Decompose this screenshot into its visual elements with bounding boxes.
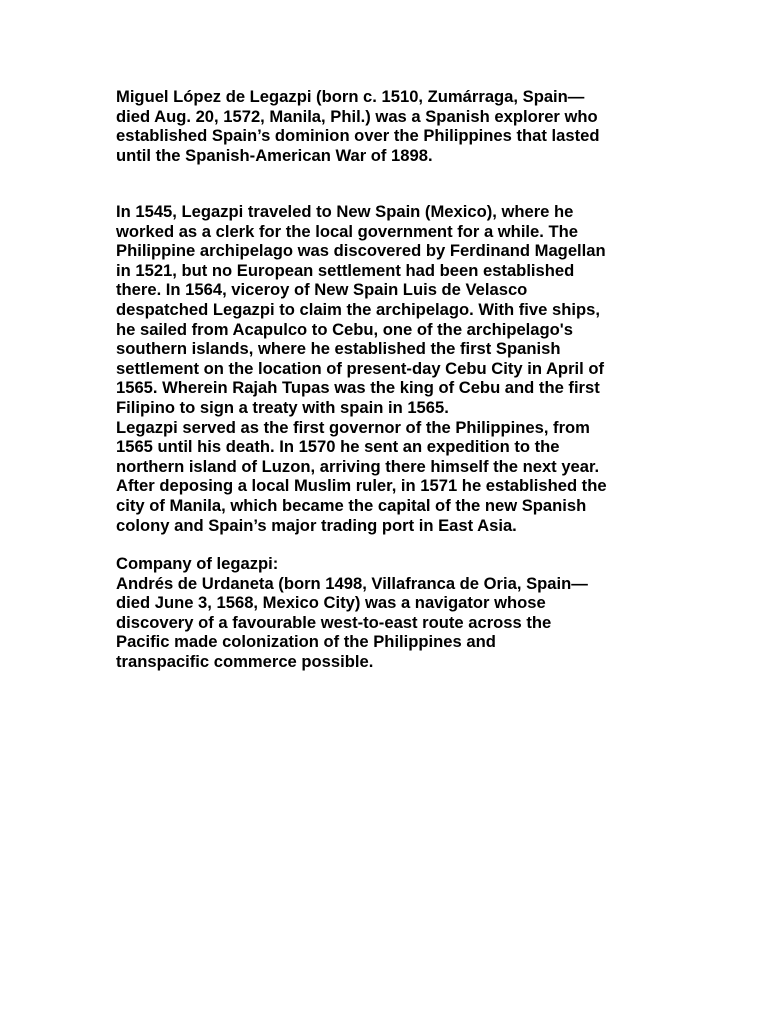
text-line: After deposing a local Muslim ruler, in 1571 he established the bbox=[116, 476, 607, 496]
text-line: colony and Spain’s major trading port in East Asia. bbox=[116, 515, 517, 535]
text-line: died June 3, 1568, Mexico City) was a navigator whose bbox=[116, 593, 546, 613]
text-line: there. In 1564, viceroy of New Spain Luis de Velasco bbox=[116, 280, 528, 300]
text-line: Andrés de Urdaneta (born 1498, Villafranca de Oria, Spain— bbox=[116, 573, 588, 593]
text-line: transpacific commerce possible. bbox=[116, 651, 374, 671]
text-line: In 1545, Legazpi traveled to New Spain (Mexico), where he bbox=[116, 202, 574, 221]
text-line: Pacific made colonization of the Philippines and bbox=[116, 632, 496, 652]
text-line: northern island of Luzon, arriving there himself the next year. bbox=[116, 456, 600, 476]
text-line: 1565. Wherein Rajah Tupas was the king of Cebu and the first bbox=[116, 378, 600, 398]
text-line: established Spain’s dominion over the Philippines that lasted bbox=[116, 126, 600, 146]
section-heading: Company of legazpi: bbox=[116, 554, 279, 573]
text-line: discovery of a favourable west-to-east route across the bbox=[116, 612, 552, 632]
text-line: city of Manila, which became the capital of the new Spanish bbox=[116, 495, 587, 515]
text-line: southern islands, where he established the first Spanish bbox=[116, 339, 561, 359]
text-line: Philippine archipelago was discovered by Ferdinand Magellan bbox=[116, 241, 606, 261]
text-line: Legazpi served as the first governor of the Philippines, from bbox=[116, 417, 590, 437]
text-line: 1565 until his death. In 1570 he sent an expedition to the bbox=[116, 437, 560, 457]
text-line: settlement on the location of present-day Cebu City in April of bbox=[116, 358, 605, 378]
paragraph-legazpi-history bbox=[116, 202, 656, 535]
text-line: worked as a clerk for the local government for a while. The bbox=[116, 221, 578, 241]
text-line: Filipino to sign a treaty with spain in 1565. bbox=[116, 397, 449, 417]
paragraph-company-of-legazpi bbox=[116, 554, 656, 672]
paragraph-legazpi-intro bbox=[116, 87, 656, 165]
text-line: he sailed from Acapulco to Cebu, one of the archipelago's bbox=[116, 319, 573, 339]
text-line: until the Spanish-American War of 1898. bbox=[116, 145, 433, 165]
text-line: in 1521, but no European settlement had been established bbox=[116, 260, 575, 280]
text-line: despatched Legazpi to claim the archipelago. With five ships, bbox=[116, 299, 600, 319]
text-line: died Aug. 20, 1572, Manila, Phil.) was a Spanish explorer who bbox=[116, 106, 598, 126]
text-line: Miguel López de Legazpi (born c. 1510, Zumárraga, Spain— bbox=[116, 87, 585, 106]
